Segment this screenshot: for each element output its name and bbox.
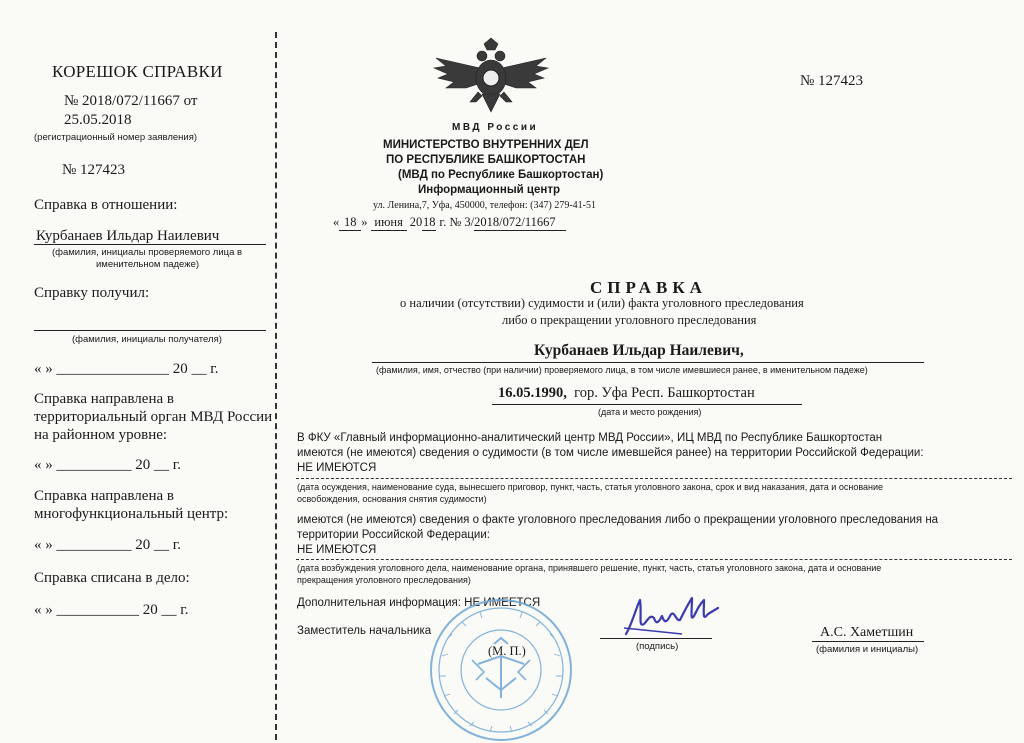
stub-received-label: Справку получил:: [34, 285, 150, 301]
official-stamp-seal-icon: [428, 598, 574, 742]
paragraph-2-line-1: имеются (не имеются) сведения о факте уголовного преследования либо о прекращении уголовного преследования на: [297, 514, 939, 526]
stub-sent-mfc-1: Справка направлена в: [34, 488, 174, 504]
stub-reg-date: 25.05.2018: [64, 112, 132, 128]
stub-sent-mfc-2: многофункциональный центр:: [34, 506, 229, 522]
birth-line: [498, 385, 755, 402]
stub-number: № 127423: [62, 162, 126, 178]
caption-prosecution-2: прекращения уголовного преследования): [297, 575, 471, 585]
stub-date-1: « » _______________ 20 __ г.: [34, 361, 219, 377]
caption-prosecution-1: (дата возбуждения уголовного дела, наименование органа, принявшего решение, пункт, часть, статья уголовного закона, дата и основание: [297, 563, 882, 573]
ministry-line-2: ПО РЕСПУБЛИКЕ БАШКОРТОСТАН: [386, 154, 586, 166]
paragraph-1-line-1: В ФКУ «Главный информационно-аналитический центр МВД России», ИЦ МВД по Республике Башкортостан: [297, 432, 883, 444]
person-name-underline: [372, 362, 924, 363]
issue-date-line: « 18 » июня 2018 г. № 3/2018/072/11667: [333, 215, 566, 231]
caption-conviction-1: (дата осуждения, наименование суда, вынесшего приговор, пункт, часть, статья уголовного закона, срок и вид наказания, дата и основание: [297, 482, 884, 492]
signature-underline: [600, 638, 712, 639]
stub-sent-territorial-3: на районном уровне:: [34, 427, 168, 443]
answer-conviction-line: [296, 478, 1012, 479]
stub-regarding-name: Курбанаев Ильдар Наилевич: [36, 228, 220, 244]
stub-archived-label: Справка списана в дело:: [34, 570, 190, 586]
stub-regarding-label: Справка в отношении:: [34, 197, 178, 213]
issue-month: июня: [371, 215, 407, 231]
answer-prosecution-line: [296, 559, 1012, 560]
paragraph-2-line-2: территории Российской Федерации:: [297, 529, 490, 541]
birth-date: 16.05.1990,: [498, 385, 567, 401]
issue-year: 18: [423, 215, 436, 229]
person-name-caption: (фамилия, имя, отчество (при наличии) проверяемого лица, в том числе имевшиеся ранее, в именительном падеже): [376, 365, 868, 375]
stub-title: КОРЕШОК СПРАВКИ: [52, 62, 223, 81]
signature-caption: (подпись): [636, 641, 679, 652]
stamp-placeholder: (М. П.): [488, 644, 526, 658]
stub-received-caption: (фамилия, инициалы получателя): [72, 334, 222, 345]
person-name: Курбанаев Ильдар Наилевич,: [534, 342, 744, 359]
ministry-line-4: Информационный центр: [418, 184, 560, 196]
deputy-label: Заместитель начальника: [297, 625, 432, 637]
cut-line-divider: [275, 32, 277, 740]
certificate-number: № 127423: [800, 73, 864, 89]
stub-regarding-underline: [34, 244, 266, 245]
answer-conviction: НЕ ИМЕЮТСЯ: [297, 462, 377, 474]
ministry-line-1: МИНИСТЕРСТВО ВНУТРЕННИХ ДЕЛ: [383, 139, 589, 151]
stub-regarding-caption-1: (фамилия, инициалы проверяемого лица в: [52, 247, 243, 258]
stub-reg-number: № 2018/072/11667 от: [64, 93, 198, 109]
issue-day: 18: [339, 215, 361, 231]
ministry-line-3: (МВД по Республике Башкортостан): [398, 169, 604, 181]
stub-reg-caption: (регистрационный номер заявления): [34, 132, 198, 143]
birth-place: гор. Уфа Респ. Башкортостан: [574, 385, 755, 401]
stub-date-3: « » __________ 20 __ г.: [34, 537, 181, 553]
birth-underline: [492, 404, 802, 405]
signer-name: А.С. Хаметшин: [820, 625, 914, 640]
birth-caption: (дата и место рождения): [598, 407, 702, 417]
signature-scribble-icon: [622, 594, 722, 640]
certificate-title: СПРАВКА: [590, 278, 707, 297]
caption-conviction-2: освобождения, основания снятия судимости): [297, 494, 487, 504]
stub-regarding-caption-2: именительном падеже): [96, 259, 200, 270]
paragraph-1-line-2: имеются (не имеются) сведения о судимости (в том числе имевшейся ранее) на территории Российской Федерации:: [297, 447, 924, 459]
certificate-subtitle-1: о наличии (отсутствии) судимости и (или) факта уголовного преследования: [400, 296, 804, 310]
stub-sent-territorial-2: территориальный орган МВД России: [34, 409, 273, 425]
stub-received-underline: [34, 330, 266, 331]
signer-underline: [812, 641, 924, 642]
stub-date-4: « » ___________ 20 __ г.: [34, 602, 189, 618]
signer-caption: (фамилия и инициалы): [816, 644, 919, 655]
ministry-address: ул. Ленина,7, Уфа, 450000, телефон: (347) 279-41-51: [373, 200, 596, 211]
double-headed-eagle-emblem-icon: [432, 38, 550, 120]
issue-doc-ref: 2018/072/11667: [474, 215, 566, 231]
stub-date-2: « » __________ 20 __ г.: [34, 457, 181, 473]
additional-info: Дополнительная информация: НЕ ИМЕЕТСЯ: [297, 597, 541, 609]
answer-prosecution: НЕ ИМЕЮТСЯ: [297, 544, 377, 556]
certificate-subtitle-2: либо о прекращении уголовного преследования: [502, 313, 757, 327]
stub-sent-territorial-1: Справка направлена в: [34, 391, 174, 407]
emblem-caption: МВД России: [452, 122, 539, 133]
